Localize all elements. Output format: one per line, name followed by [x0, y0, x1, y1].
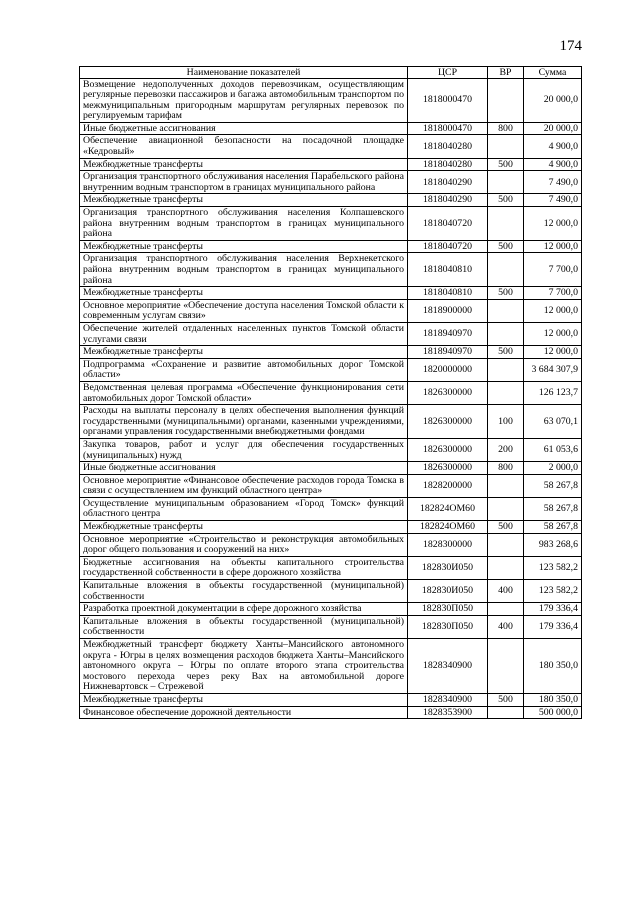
table-row — [80, 438, 582, 461]
cell-name: Основное мероприятие «Обеспечение доступа населения Томской области к современным услугам связи» — [80, 299, 408, 322]
cell-name: Иные бюджетные ассигнования — [80, 122, 408, 135]
cell-name: Ведомственная целевая программа «Обеспечение функционирования сети автомобильных дорог Томской области» — [80, 381, 408, 404]
cell-vr — [488, 533, 524, 556]
table-row — [80, 207, 582, 241]
cell-sum: 126 123,7 — [524, 381, 582, 404]
cell-vr — [488, 171, 524, 194]
cell-vr — [488, 556, 524, 579]
cell-sum: 58 267,8 — [524, 497, 582, 520]
cell-name: Иные бюджетные ассигнования — [80, 462, 408, 475]
cell-sum: 12 000,0 — [524, 207, 582, 241]
cell-csr: 1828340900 — [408, 639, 488, 694]
cell-csr: 1818040810 — [408, 287, 488, 300]
cell-sum: 20 000,0 — [524, 78, 582, 122]
cell-name: Бюджетные ассигнования на объекты капитального строительства государственной собственности в сфере дорожного хозяйства — [80, 556, 408, 579]
table-row — [80, 521, 582, 534]
cell-csr: 1818040720 — [408, 207, 488, 241]
cell-name: Капитальные вложения в объекты государственной (муниципальной) собственности — [80, 580, 408, 603]
cell-csr: 182830П050 — [408, 615, 488, 638]
cell-vr: 400 — [488, 580, 524, 603]
cell-vr — [488, 207, 524, 241]
cell-csr: 1818040290 — [408, 194, 488, 207]
cell-sum: 4 900,0 — [524, 158, 582, 171]
cell-csr: 1818040280 — [408, 158, 488, 171]
cell-name: Обеспечение жителей отдаленных населенных пунктов Томской области услугами связи — [80, 322, 408, 345]
table-row — [80, 405, 582, 439]
cell-csr: 1826300000 — [408, 405, 488, 439]
table-row — [80, 322, 582, 345]
cell-sum: 180 350,0 — [524, 639, 582, 694]
header-sum: Сумма — [524, 67, 582, 79]
cell-vr: 800 — [488, 122, 524, 135]
cell-sum: 12 000,0 — [524, 346, 582, 359]
cell-vr: 500 — [488, 346, 524, 359]
cell-sum: 12 000,0 — [524, 322, 582, 345]
table-row — [80, 194, 582, 207]
table-row — [80, 253, 582, 287]
header-csr: ЦСР — [408, 67, 488, 79]
table-row — [80, 580, 582, 603]
cell-name: Разработка проектной документации в сфере дорожного хозяйства — [80, 603, 408, 616]
cell-sum: 123 582,2 — [524, 556, 582, 579]
table-row — [80, 299, 582, 322]
cell-csr: 1818940970 — [408, 322, 488, 345]
cell-sum: 983 268,6 — [524, 533, 582, 556]
cell-vr — [488, 497, 524, 520]
cell-sum: 4 900,0 — [524, 135, 582, 158]
cell-vr: 500 — [488, 287, 524, 300]
cell-vr: 500 — [488, 693, 524, 706]
cell-name: Межбюджетные трансферты — [80, 521, 408, 534]
cell-sum: 12 000,0 — [524, 299, 582, 322]
table-row — [80, 693, 582, 706]
cell-name: Межбюджетные трансферты — [80, 158, 408, 171]
cell-sum: 61 053,6 — [524, 438, 582, 461]
table-row — [80, 135, 582, 158]
table-row — [80, 78, 582, 122]
cell-sum: 500 000,0 — [524, 706, 582, 719]
table-row — [80, 358, 582, 381]
table-row — [80, 533, 582, 556]
cell-name: Закупка товаров, работ и услуг для обеспечения государственных (муниципальных) нужд — [80, 438, 408, 461]
cell-name: Осуществление муниципальным образованием «Город Томск» функций областного центра — [80, 497, 408, 520]
table-row — [80, 462, 582, 475]
table-row — [80, 158, 582, 171]
cell-sum: 179 336,4 — [524, 603, 582, 616]
cell-csr: 182830И050 — [408, 556, 488, 579]
cell-vr: 400 — [488, 615, 524, 638]
cell-csr: 1818040720 — [408, 240, 488, 253]
cell-sum: 7 700,0 — [524, 287, 582, 300]
table-row — [80, 556, 582, 579]
cell-name: Основное мероприятие «Строительство и реконструкция автомобильных дорог общего пользования и сооружений на них» — [80, 533, 408, 556]
cell-name: Организация транспортного обслуживания населения Парабельского района внутренним водным транспортом в границах муниципального района — [80, 171, 408, 194]
cell-csr: 1818940970 — [408, 346, 488, 359]
cell-sum: 12 000,0 — [524, 240, 582, 253]
cell-name: Обеспечение авиационной безопасности на посадочной площадке «Кедровый» — [80, 135, 408, 158]
cell-csr: 182824ОМ60 — [408, 497, 488, 520]
cell-csr: 1826300000 — [408, 381, 488, 404]
cell-name: Финансовое обеспечение дорожной деятельности — [80, 706, 408, 719]
cell-name: Организация транспортного обслуживания населения Колпашевского района внутренним водным транспортом в границах муниципального района — [80, 207, 408, 241]
cell-sum: 179 336,4 — [524, 615, 582, 638]
cell-csr: 1820000000 — [408, 358, 488, 381]
cell-vr: 100 — [488, 405, 524, 439]
table-row — [80, 474, 582, 497]
cell-vr: 500 — [488, 521, 524, 534]
cell-sum: 7 700,0 — [524, 253, 582, 287]
cell-sum: 2 000,0 — [524, 462, 582, 475]
table-row — [80, 287, 582, 300]
cell-name: Межбюджетные трансферты — [80, 194, 408, 207]
table-row — [80, 603, 582, 616]
cell-csr: 1826300000 — [408, 462, 488, 475]
cell-name: Возмещение недополученных доходов перевозчикам, осуществляющим регулярные перевозки пассажиров и багажа автомобильным транспортом по межмуниципальным пригородным маршрутам регулярных перевозок по регулируемым тарифам — [80, 78, 408, 122]
cell-sum: 7 490,0 — [524, 194, 582, 207]
cell-csr: 1828340900 — [408, 693, 488, 706]
table-row — [80, 497, 582, 520]
cell-name: Межбюджетные трансферты — [80, 346, 408, 359]
cell-csr: 1818000470 — [408, 122, 488, 135]
cell-vr — [488, 135, 524, 158]
cell-name: Межбюджетные трансферты — [80, 693, 408, 706]
table-header-row — [80, 67, 582, 79]
cell-vr — [488, 603, 524, 616]
cell-name: Межбюджетные трансферты — [80, 240, 408, 253]
budget-table — [79, 66, 582, 719]
cell-sum: 123 582,2 — [524, 580, 582, 603]
cell-csr: 1818000470 — [408, 78, 488, 122]
table-row — [80, 171, 582, 194]
page-number: 174 — [559, 38, 582, 54]
table-row — [80, 346, 582, 359]
header-vr: ВР — [488, 67, 524, 79]
table-row — [80, 615, 582, 638]
cell-csr: 1818040290 — [408, 171, 488, 194]
cell-sum: 58 267,8 — [524, 521, 582, 534]
cell-name: Основное мероприятие «Финансовое обеспечение расходов города Томска в связи с осуществлением им функций областного центра» — [80, 474, 408, 497]
cell-csr: 182830И050 — [408, 580, 488, 603]
cell-sum: 7 490,0 — [524, 171, 582, 194]
cell-csr: 182824ОМ60 — [408, 521, 488, 534]
cell-vr: 500 — [488, 194, 524, 207]
cell-csr: 1818900000 — [408, 299, 488, 322]
cell-name: Подпрограмма «Сохранение и развитие автомобильных дорог Томской области» — [80, 358, 408, 381]
table-row — [80, 639, 582, 694]
cell-name: Межбюджетные трансферты — [80, 287, 408, 300]
cell-name: Межбюджетный трансферт бюджету Ханты–Мансийского автономного округа - Югры в целях возмещения расходов бюджета Ханты–Мансийского автономного округа – Югры по оплате второго этапа строительства мостового перехода через реку Вах на автомобильной дороге Нижневартовск – Стрежевой — [80, 639, 408, 694]
cell-csr: 1828353900 — [408, 706, 488, 719]
cell-name: Расходы на выплаты персоналу в целях обеспечения выполнения функций государственными (муниципальными) органами, казенными учреждениями, органами управления государственными внебюджетными фондами — [80, 405, 408, 439]
cell-csr: 1826300000 — [408, 438, 488, 461]
cell-vr — [488, 253, 524, 287]
cell-vr — [488, 706, 524, 719]
table-row — [80, 706, 582, 719]
cell-csr: 1818040810 — [408, 253, 488, 287]
cell-vr: 500 — [488, 158, 524, 171]
cell-vr — [488, 78, 524, 122]
cell-csr: 1828200000 — [408, 474, 488, 497]
cell-vr: 800 — [488, 462, 524, 475]
table-row — [80, 240, 582, 253]
cell-vr — [488, 358, 524, 381]
cell-vr — [488, 639, 524, 694]
cell-name: Капитальные вложения в объекты государственной (муниципальной) собственности — [80, 615, 408, 638]
cell-vr — [488, 474, 524, 497]
cell-name: Организация транспортного обслуживания населения Верхнекетского района внутренним водным транспортом в границах муниципального района — [80, 253, 408, 287]
cell-vr: 500 — [488, 240, 524, 253]
cell-vr: 200 — [488, 438, 524, 461]
cell-csr: 1818040280 — [408, 135, 488, 158]
cell-csr: 1828300000 — [408, 533, 488, 556]
cell-sum: 58 267,8 — [524, 474, 582, 497]
cell-sum: 180 350,0 — [524, 693, 582, 706]
cell-sum: 20 000,0 — [524, 122, 582, 135]
cell-sum: 63 070,1 — [524, 405, 582, 439]
cell-csr: 182830П050 — [408, 603, 488, 616]
cell-vr — [488, 322, 524, 345]
table-body — [80, 78, 582, 719]
cell-vr — [488, 299, 524, 322]
cell-vr — [488, 381, 524, 404]
table-row — [80, 122, 582, 135]
header-name: Наименование показателей — [80, 67, 408, 79]
table-row — [80, 381, 582, 404]
cell-sum: 3 684 307,9 — [524, 358, 582, 381]
